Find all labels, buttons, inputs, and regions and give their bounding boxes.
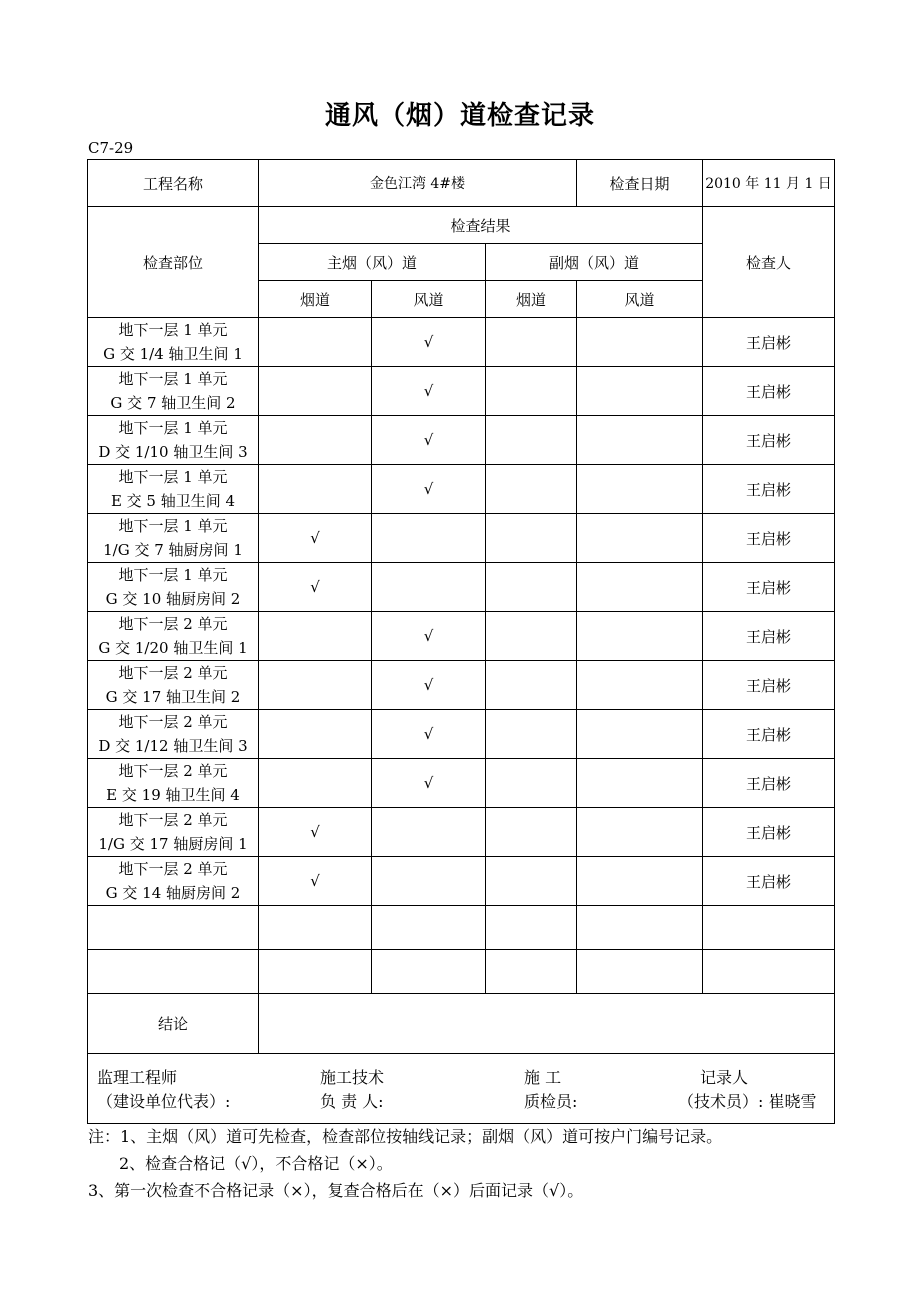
location-cell: 地下一层 2 单元 G 交 1/20 轴卫生间 1 bbox=[88, 612, 259, 661]
table-row bbox=[88, 857, 835, 906]
main-smoke-cell bbox=[259, 318, 372, 367]
sub-smoke-cell bbox=[486, 416, 577, 465]
location-cell: 地下一层 1 单元 G 交 10 轴厨房间 2 bbox=[88, 563, 259, 612]
table-row bbox=[88, 367, 835, 416]
sub-smoke-cell bbox=[486, 318, 577, 367]
inspector-cell: 王启彬 bbox=[703, 759, 835, 808]
supervisor-label-1: 监理工程师 bbox=[97, 1068, 178, 1087]
empty-row bbox=[88, 906, 835, 950]
table-row bbox=[88, 465, 835, 514]
main-smoke-cell: √ bbox=[259, 857, 372, 906]
main-air-cell: √ bbox=[372, 465, 486, 514]
main-air-cell: √ bbox=[372, 416, 486, 465]
location-cell: 地下一层 1 单元 1/G 交 7 轴厨房间 1 bbox=[88, 514, 259, 563]
project-value: 金色江湾 4#楼 bbox=[259, 160, 577, 207]
date-value: 2010 年 11 月 1 日 bbox=[703, 160, 835, 207]
empty-row bbox=[88, 950, 835, 994]
location-cell: 地下一层 1 单元 G 交 1/4 轴卫生间 1 bbox=[88, 318, 259, 367]
main-air-cell: √ bbox=[372, 661, 486, 710]
inspector-cell: 王启彬 bbox=[703, 514, 835, 563]
table-row bbox=[88, 612, 835, 661]
table-row bbox=[88, 710, 835, 759]
sub-air-cell bbox=[577, 857, 703, 906]
main-smoke-header: 烟道 bbox=[259, 281, 372, 318]
main-air-cell bbox=[372, 857, 486, 906]
recorder-label-2: （技术员）: 崔晓雪 bbox=[678, 1092, 817, 1111]
location-cell: 地下一层 2 单元 1/G 交 17 轴厨房间 1 bbox=[88, 808, 259, 857]
sub-smoke-cell bbox=[486, 367, 577, 416]
sub-air-cell bbox=[577, 808, 703, 857]
sub-smoke-cell bbox=[486, 563, 577, 612]
sub-smoke-header: 烟道 bbox=[486, 281, 577, 318]
form-code: C7-29 bbox=[88, 139, 134, 157]
note-1: 注：1、主烟（风）道可先检查，检查部位按轴线记录；副烟（风）道可按户门编号记录。 bbox=[88, 1127, 723, 1146]
sub-smoke-cell bbox=[486, 612, 577, 661]
inspector-cell: 王启彬 bbox=[703, 857, 835, 906]
qc-label-1: 施 工 bbox=[524, 1068, 562, 1087]
sub-smoke-cell bbox=[486, 808, 577, 857]
location-cell: 地下一层 2 单元 E 交 19 轴卫生间 4 bbox=[88, 759, 259, 808]
main-smoke-cell bbox=[259, 367, 372, 416]
sub-air-cell bbox=[577, 465, 703, 514]
main-smoke-cell bbox=[259, 661, 372, 710]
inspector-cell: 王启彬 bbox=[703, 318, 835, 367]
table-row bbox=[88, 514, 835, 563]
inspector-header: 检查人 bbox=[703, 207, 835, 318]
sub-duct-header: 副烟（风）道 bbox=[486, 244, 703, 281]
main-smoke-cell bbox=[259, 465, 372, 514]
project-label: 工程名称 bbox=[88, 160, 259, 207]
signature-row bbox=[88, 1054, 835, 1124]
location-cell: 地下一层 2 单元 G 交 17 轴卫生间 2 bbox=[88, 661, 259, 710]
supervisor-label-2: （建设单位代表）: bbox=[97, 1092, 231, 1111]
location-cell: 地下一层 1 单元 D 交 1/10 轴卫生间 3 bbox=[88, 416, 259, 465]
location-header: 检查部位 bbox=[88, 207, 259, 318]
inspector-cell: 王启彬 bbox=[703, 465, 835, 514]
tech-label-1: 施工技术 bbox=[320, 1068, 385, 1087]
recorder-label-1: 记录人 bbox=[700, 1068, 749, 1087]
inspector-cell: 王启彬 bbox=[703, 710, 835, 759]
sub-smoke-cell bbox=[486, 857, 577, 906]
note-2: 2、检查合格记（√），不合格记（×）。 bbox=[119, 1154, 393, 1173]
location-cell: 地下一层 2 单元 D 交 1/12 轴卫生间 3 bbox=[88, 710, 259, 759]
sub-air-cell bbox=[577, 416, 703, 465]
sub-air-cell bbox=[577, 612, 703, 661]
inspector-cell: 王启彬 bbox=[703, 563, 835, 612]
date-label: 检查日期 bbox=[577, 160, 703, 207]
conclusion-label: 结论 bbox=[88, 994, 259, 1054]
main-smoke-cell bbox=[259, 759, 372, 808]
result-header: 检查结果 bbox=[259, 207, 703, 244]
notes bbox=[88, 1123, 722, 1204]
page-title: 通风（烟）道检查记录 bbox=[324, 101, 595, 131]
main-smoke-cell: √ bbox=[259, 808, 372, 857]
table-row bbox=[88, 563, 835, 612]
sub-smoke-cell bbox=[486, 514, 577, 563]
sub-air-cell bbox=[577, 661, 703, 710]
main-air-cell: √ bbox=[372, 710, 486, 759]
table-row bbox=[88, 759, 835, 808]
inspector-cell: 王启彬 bbox=[703, 367, 835, 416]
main-air-cell: √ bbox=[372, 759, 486, 808]
main-air-cell: √ bbox=[372, 612, 486, 661]
main-air-cell bbox=[372, 808, 486, 857]
location-cell: 地下一层 1 单元 E 交 5 轴卫生间 4 bbox=[88, 465, 259, 514]
main-air-cell: √ bbox=[372, 367, 486, 416]
signature-cell bbox=[88, 1054, 835, 1124]
sub-air-cell bbox=[577, 318, 703, 367]
inspector-cell: 王启彬 bbox=[703, 416, 835, 465]
conclusion-value bbox=[259, 994, 835, 1054]
inspector-cell: 王启彬 bbox=[703, 661, 835, 710]
table-row bbox=[88, 318, 835, 367]
inspector-cell: 王启彬 bbox=[703, 808, 835, 857]
conclusion-row bbox=[88, 994, 835, 1054]
sub-smoke-cell bbox=[486, 759, 577, 808]
sub-air-cell bbox=[577, 563, 703, 612]
sub-air-cell bbox=[577, 514, 703, 563]
sub-air-cell bbox=[577, 759, 703, 808]
main-air-header: 风道 bbox=[372, 281, 486, 318]
note-3: 3、第一次检查不合格记录（×），复查合格后在（×）后面记录（√）。 bbox=[88, 1181, 584, 1200]
inspector-cell: 王启彬 bbox=[703, 612, 835, 661]
sub-air-header: 风道 bbox=[577, 281, 703, 318]
main-air-cell bbox=[372, 563, 486, 612]
main-smoke-cell: √ bbox=[259, 514, 372, 563]
main-smoke-cell bbox=[259, 612, 372, 661]
sub-air-cell bbox=[577, 367, 703, 416]
location-cell: 地下一层 1 单元 G 交 7 轴卫生间 2 bbox=[88, 367, 259, 416]
sub-air-cell bbox=[577, 710, 703, 759]
main-smoke-cell bbox=[259, 710, 372, 759]
main-air-cell: √ bbox=[372, 318, 486, 367]
inspection-table bbox=[87, 159, 835, 1124]
tech-label-2: 负 责 人: bbox=[320, 1092, 384, 1111]
main-duct-header: 主烟（风）道 bbox=[259, 244, 486, 281]
sub-smoke-cell bbox=[486, 661, 577, 710]
main-smoke-cell bbox=[259, 416, 372, 465]
sub-smoke-cell bbox=[486, 710, 577, 759]
main-smoke-cell: √ bbox=[259, 563, 372, 612]
sub-smoke-cell bbox=[486, 465, 577, 514]
table-row bbox=[88, 416, 835, 465]
location-cell: 地下一层 2 单元 G 交 14 轴厨房间 2 bbox=[88, 857, 259, 906]
header-row bbox=[88, 160, 835, 207]
qc-label-2: 质检员: bbox=[524, 1092, 578, 1111]
table-row bbox=[88, 661, 835, 710]
main-air-cell bbox=[372, 514, 486, 563]
table-row bbox=[88, 808, 835, 857]
